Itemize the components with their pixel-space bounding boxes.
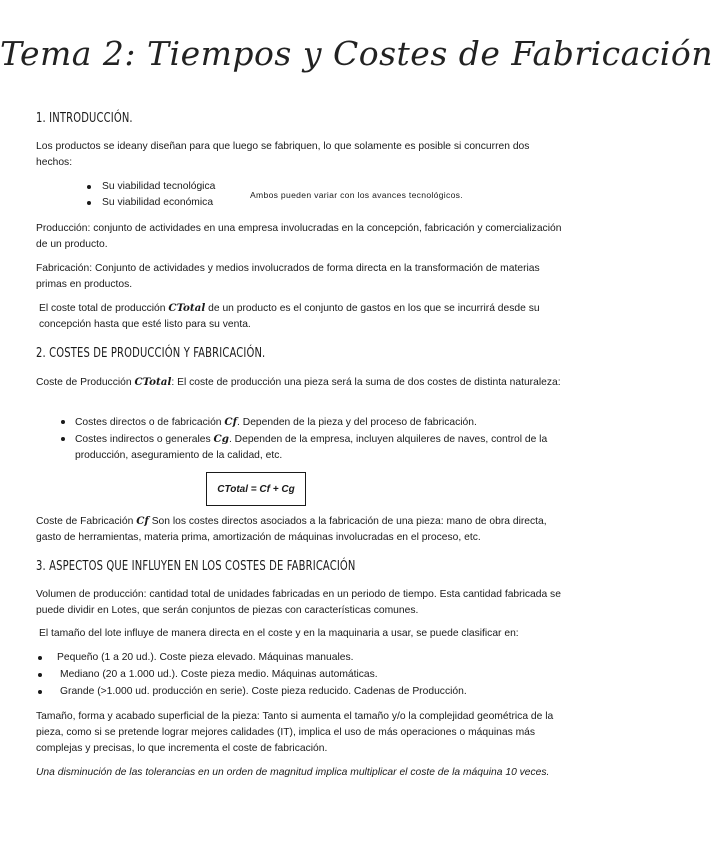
bullet-lote-grande: Grande (>1.000 ud. producción en serie). Coste pieza reducido. Cadenas de Producción.: [60, 686, 467, 697]
tolerancias-note: Una disminución de las tolerancias en un orden de magnitud implica multiplicar el coste de la máquina 10 veces.: [36, 767, 550, 778]
ctotal-symbol: CTotal: [134, 376, 172, 388]
bullet-dot: [87, 185, 91, 189]
section-3-heading: 3. ASPECTOS QUE INFLUYEN EN LOS COSTES DE FABRICACIÓN: [36, 558, 356, 574]
tamano-lote-paragraph: El tamaño del lote influye de manera directa en el coste y en la maquinaria a usar, se puede clasificar en:: [39, 628, 519, 639]
bullet-viabilidad-tecnologica: Su viabilidad tecnológica: [102, 181, 216, 192]
bullet-costes-directos: Costes directos o de fabricación Cf. Dependen de la pieza y del proceso de fabricación.: [75, 416, 477, 428]
cf-symbol: Cf: [136, 515, 149, 527]
bullet-dot: [61, 437, 65, 441]
coste-produccion-paragraph: Coste de Producción CTotal: El coste de producción una pieza será la suma de dos costes de distinta naturaleza:: [36, 376, 561, 388]
tamano-forma-paragraph: Tamaño, forma y acabado superficial de la pieza: Tanto si aumenta el tamaño y/o la complejidad geométrica de la pieza, como si se pretende lograr mejores calidades (IT), implica el uso de más operaciones o máquinas más complejas y precisas, lo que incrementa el coste de fabricación.: [36, 711, 554, 754]
volumen-produccion-paragraph: Volumen de producción: cantidad total de unidades fabricadas en un periodo de tiempo. Esta cantidad fabricada se puede dividir en Lotes, que serán conjuntos de piezas con características comunes.: [36, 589, 561, 616]
bullet-dot: [61, 420, 65, 424]
section-1-heading: 1. INTRODUCCIÓN.: [36, 110, 133, 126]
formula-box: CTotal = Cf + Cg: [206, 472, 306, 506]
bullet-viabilidad-economica: Su viabilidad económica: [102, 197, 214, 208]
fabricacion-definition: Fabricación: Conjunto de actividades y medios involucrados de forma directa en la transformación de materias primas en productos.: [36, 263, 540, 290]
bullet-dot: [38, 690, 42, 694]
produccion-definition: Producción: conjunto de actividades en una empresa involucradas en la concepción, fabricación y comercialización de un producto.: [36, 223, 562, 250]
coste-total-paragraph: El coste total de producción CTotal de un producto es el conjunto de gastos en los que se incurrirá desde su concepción hasta que esté listo para su venta.: [39, 302, 540, 330]
side-note: Ambos pueden variar con los avances tecnológicos.: [250, 190, 463, 200]
ctotal-symbol: CTotal: [168, 302, 206, 314]
bullet-costes-indirectos: Costes indirectos o generales Cg. Dependen de la empresa, incluyen alquileres de naves, control de la producción, aseguramiento de la calidad, etc.: [75, 433, 548, 461]
bullet-lote-pequeno: Pequeño (1 a 20 ud.). Coste pieza elevado. Máquinas manuales.: [57, 652, 354, 663]
section-2-heading: 2. COSTES DE PRODUCCIÓN Y FABRICACIÓN.: [36, 345, 266, 361]
page-title: Tema 2: Tiempos y Costes de Fabricación: [0, 34, 713, 73]
bullet-dot: [87, 201, 91, 205]
bullet-dot: [38, 656, 42, 660]
cf-symbol: Cf: [224, 416, 238, 428]
coste-fabricacion-paragraph: Coste de Fabricación Cf Son los costes directos asociados a la fabricación de una pieza: mano de obra directa, gasto de herramientas, materia prima, amortización de máquinas involucradas en el proceso, etc.: [36, 515, 547, 543]
cg-symbol: Cg: [213, 433, 229, 445]
bullet-lote-mediano: Mediano (20 a 1.000 ud.). Coste pieza medio. Máquinas automáticas.: [60, 669, 378, 680]
intro-paragraph: Los productos se ideany diseñan para que luego se fabriquen, lo que solamente es posible si concurren dos hechos:: [36, 141, 530, 168]
bullet-dot: [38, 673, 42, 677]
